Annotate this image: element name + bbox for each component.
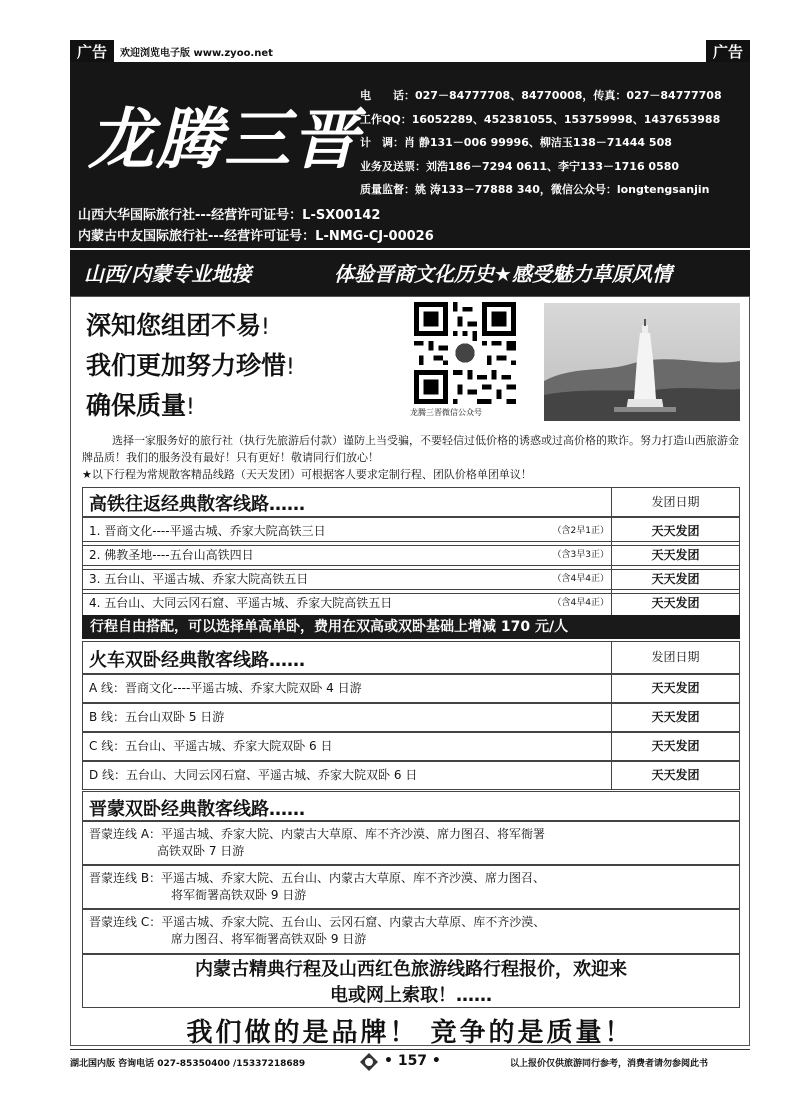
contact-phone: 电 话：027－84777708、84770008，传真：027－84777708 xyxy=(360,89,722,102)
route-line-1: 晋蒙连线 A：平遥古城、乔家大院、内蒙古大草原、库不齐沙漠、席力图召、将军衙署 xyxy=(89,827,546,841)
jinmeng-route-a[interactable] xyxy=(82,821,740,865)
slogan-left: 山西/内蒙专业地接 xyxy=(84,262,252,286)
slogan-right: 体验晋商文化历史★感受魅力草原风情 xyxy=(334,262,672,286)
brand-slogan: 我们做的是品牌！ 竞争的是质量！ xyxy=(186,1018,634,1048)
route-name: D 线：五台山、大同云冈石窟、平遥古城、乔家大院双卧 6 日 xyxy=(89,768,418,782)
brand-logo: 龙腾三晋 xyxy=(88,100,360,178)
intro-text xyxy=(82,432,742,483)
route-date: 天天发团 xyxy=(611,566,739,593)
route-date: 天天发团 xyxy=(611,590,739,617)
jinmeng-route-b[interactable] xyxy=(82,865,740,909)
huoche-route-a[interactable] xyxy=(82,674,740,703)
ad-tag-right: 广告 xyxy=(706,40,750,62)
license-neimenggu: 内蒙古中友国际旅行社---经营许可证号：L-NMG-CJ-00026 xyxy=(78,229,434,244)
route-meals: （含4早4正） xyxy=(552,574,609,584)
contact-tickets: 业务及送票：刘浩186－7294 0611、李宁133－1716 0580 xyxy=(360,159,680,173)
promo-line-2: 我们更加努力珍惜! xyxy=(86,351,295,380)
route-line-2: 将军衙署高铁双卧 9 日游 xyxy=(171,888,307,902)
jinmeng-title: 晋蒙双卧经典散客线路…… xyxy=(89,799,305,820)
header-divider xyxy=(70,248,750,250)
promo-line-1: 深知您组团不易! xyxy=(86,311,270,340)
jinmeng-section-header xyxy=(82,791,740,821)
gaotie-date-header: 发团日期 xyxy=(611,488,739,516)
huoche-route-c[interactable] xyxy=(82,732,740,761)
intro-paragraph: 选择一家服务好的旅行社（执行先旅游后付款）谨防上当受骗，不要轻信过低价格的诱惑或过高价格的欺诈。努力打造山西旅游金牌品质！我们的服务没有最好！只有更好！敬请同行们放心！ xyxy=(82,434,739,464)
license-shanxi: 山西大华国际旅行社---经营许可证号：L-SX00142 xyxy=(78,208,381,223)
qr-caption: 龙腾三晋微信公众号 xyxy=(410,408,482,417)
route-name: 2. 佛教圣地----五台山高铁四日 xyxy=(89,548,254,562)
route-meals: （含3早3正） xyxy=(552,550,609,560)
pagoda-photo xyxy=(544,303,740,421)
contact-quality: 质量监督：姚 涛133－77888 340，微信公众号：longtengsanjin xyxy=(360,183,710,196)
route-date: 天天发团 xyxy=(611,762,739,789)
closing-line-2: 电或网上索取！…… xyxy=(330,985,492,1006)
notice-bar: 行程自由搭配，可以选择单高单卧，费用在双高或双卧基础上增减 170 元/人 xyxy=(82,615,740,639)
route-line-2: 席力图召、将军衙署高铁双卧 9 日游 xyxy=(171,932,367,946)
huoche-route-b[interactable] xyxy=(82,703,740,732)
huoche-date-header: 发团日期 xyxy=(611,642,739,673)
footer-rule xyxy=(70,1049,750,1050)
contact-list xyxy=(360,84,745,202)
route-name: B 线：五台山双卧 5 日游 xyxy=(89,710,225,724)
closing-line-1: 内蒙古精典行程及山西红色旅游线路行程报价，欢迎来 xyxy=(195,959,627,980)
route-meals: （含4早4正） xyxy=(552,598,609,608)
huoche-title: 火车双卧经典散客线路…… xyxy=(89,650,305,671)
promo-line-3: 确保质量! xyxy=(86,391,195,420)
huoche-route-d[interactable] xyxy=(82,761,740,790)
route-line-2: 高铁双卧 7 日游 xyxy=(157,844,245,858)
route-name: 1. 晋商文化----平遥古城、乔家大院高铁三日 xyxy=(89,524,326,538)
page-number: • 157 • xyxy=(384,1053,441,1069)
qr-code-icon[interactable] xyxy=(412,302,518,404)
route-line-1: 晋蒙连线 C：平遥古城、乔家大院、五台山、云冈石窟、内蒙古大草原、库不齐沙漠、 xyxy=(89,915,546,929)
gaotie-section-header xyxy=(82,487,740,517)
route-name: 4. 五台山、大同云冈石窟、平遥古城、乔家大院高铁五日 xyxy=(89,596,393,610)
route-line-1: 晋蒙连线 B：平遥古城、乔家大院、五台山、内蒙古大草原、库不齐沙漠、席力图召、 xyxy=(89,871,546,885)
contact-qq: 工作QQ：16052289、452381055、153759998、1437653988 xyxy=(360,112,721,126)
gaotie-title: 高铁往返经典散客线路…… xyxy=(89,494,305,515)
closing-message xyxy=(82,954,740,1008)
agency-header xyxy=(70,62,750,296)
route-date: 天天发团 xyxy=(611,675,739,702)
route-name: 3. 五台山、平遥古城、乔家大院高铁五日 xyxy=(89,572,309,586)
route-name: C 线：五台山、平遥古城、乔家大院双卧 6 日 xyxy=(89,739,333,753)
gaotie-route-4[interactable] xyxy=(82,589,740,616)
huoche-section-header xyxy=(82,641,740,674)
route-date: 天天发团 xyxy=(611,518,739,545)
route-name: A 线：晋商文化----平遥古城、乔家大院双卧 4 日游 xyxy=(89,681,362,695)
promo-headline xyxy=(86,306,295,426)
footer-disclaimer: 以上报价仅供旅游同行参考，消费者请勿参阅此书 xyxy=(510,1059,709,1069)
jinmeng-route-c[interactable] xyxy=(82,909,740,954)
ad-tag-left: 广告 xyxy=(70,40,114,62)
route-date: 天天发团 xyxy=(611,542,739,569)
page-ornament-icon xyxy=(360,1053,378,1071)
route-date: 天天发团 xyxy=(611,704,739,731)
footer-edition-phone: 湖北国内版 咨询电话 027-85350400 /15337218689 xyxy=(70,1059,306,1069)
contact-planner: 计 调：肖 静131－006 99996、柳洁玉138－71444 508 xyxy=(360,136,672,149)
intro-note: ★以下行程为常规散客精品线路（天天发团）可根据客人要求定制行程、团队价格单团单议！ xyxy=(82,468,532,481)
site-url-line[interactable]: 欢迎浏览电子版 www.zyoo.net xyxy=(120,48,273,59)
route-date: 天天发团 xyxy=(611,733,739,760)
route-meals: （含2早1正） xyxy=(552,526,609,536)
